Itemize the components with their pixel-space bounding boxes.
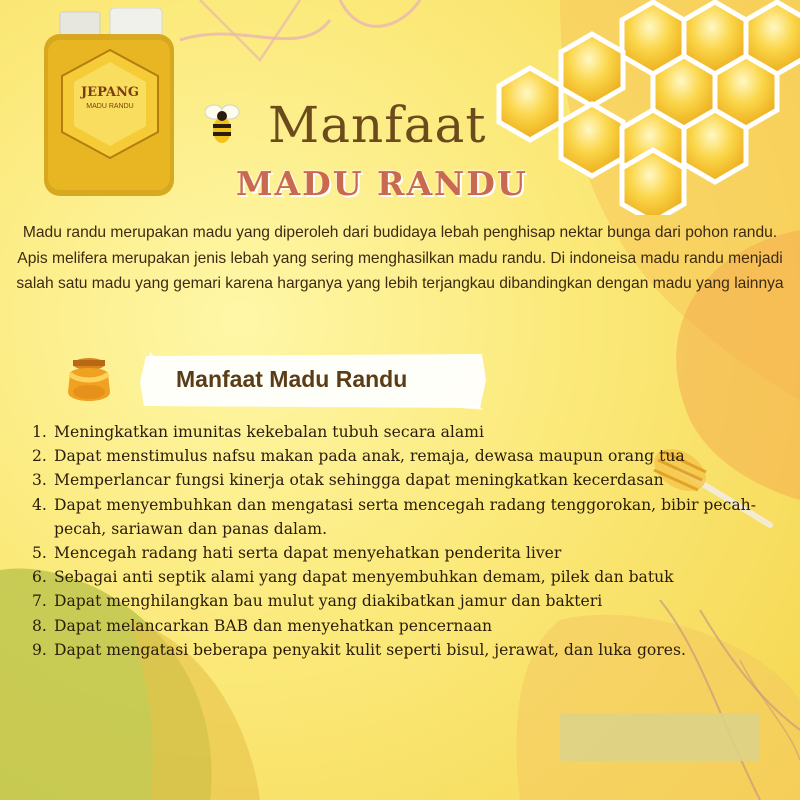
title-madu-randu: MADU RANDU xyxy=(236,164,528,203)
list-item: 4. Dapat menyembuhkan dan mengatasi serta mencegah radang tenggorokan, bibir pecah-pecah, sariawan dan panas dalam. xyxy=(32,495,756,538)
benefits-list xyxy=(32,420,767,662)
section-heading: Manfaat Madu Randu xyxy=(176,366,408,392)
honeycomb-icon xyxy=(490,0,800,215)
list-item: 7. Dapat menghilangkan bau mulut yang diakibatkan jamur dan bakteri xyxy=(32,592,603,611)
jar-brand-sub: MADU RANDU xyxy=(86,103,134,110)
bee-icon xyxy=(202,100,242,146)
list-item: 9. Dapat mengatasi beberapa penyakit kulit seperti bisul, jerawat, dan luka gores. xyxy=(32,640,686,659)
list-item: 1. Meningkatkan imunitas kekebalan tubuh secara alami xyxy=(32,423,484,441)
list-item: 8. Dapat melancarkan BAB dan menyehatkan pencernaan xyxy=(32,616,493,635)
intro-paragraph: Madu randu merupakan madu yang diperoleh dari budidaya lebah penghisap nektar bunga dari pohon randu. Apis melifera merupakan jenis lebah yang sering menghasilkan madu randu. Di indoneisa madu randu menjadi salah satu madu yang gemari karena harganya yang lebih terjangkau dibandingkan dengan madu yang lainnya xyxy=(16,224,784,292)
list-item: 5. Mencegah radang hati serta dapat menyehatkan penderita liver xyxy=(32,544,562,563)
honey-pot-icon xyxy=(64,352,114,406)
list-item: 6. Sebagai anti septik alami yang dapat menyembuhkan demam, pilek dan batuk xyxy=(32,568,674,587)
blurred-patch xyxy=(560,713,760,761)
list-item: 2. Dapat menstimulus nafsu makan pada anak, remaja, dewasa maupun orang tua xyxy=(32,447,685,466)
jar-brand: JEPANG xyxy=(81,85,139,100)
title-manfaat: Manfaat xyxy=(268,96,487,154)
list-item: 3. Memperlancar fungsi kinerja otak sehingga dapat meningkatkan kecerdasan xyxy=(32,471,664,490)
